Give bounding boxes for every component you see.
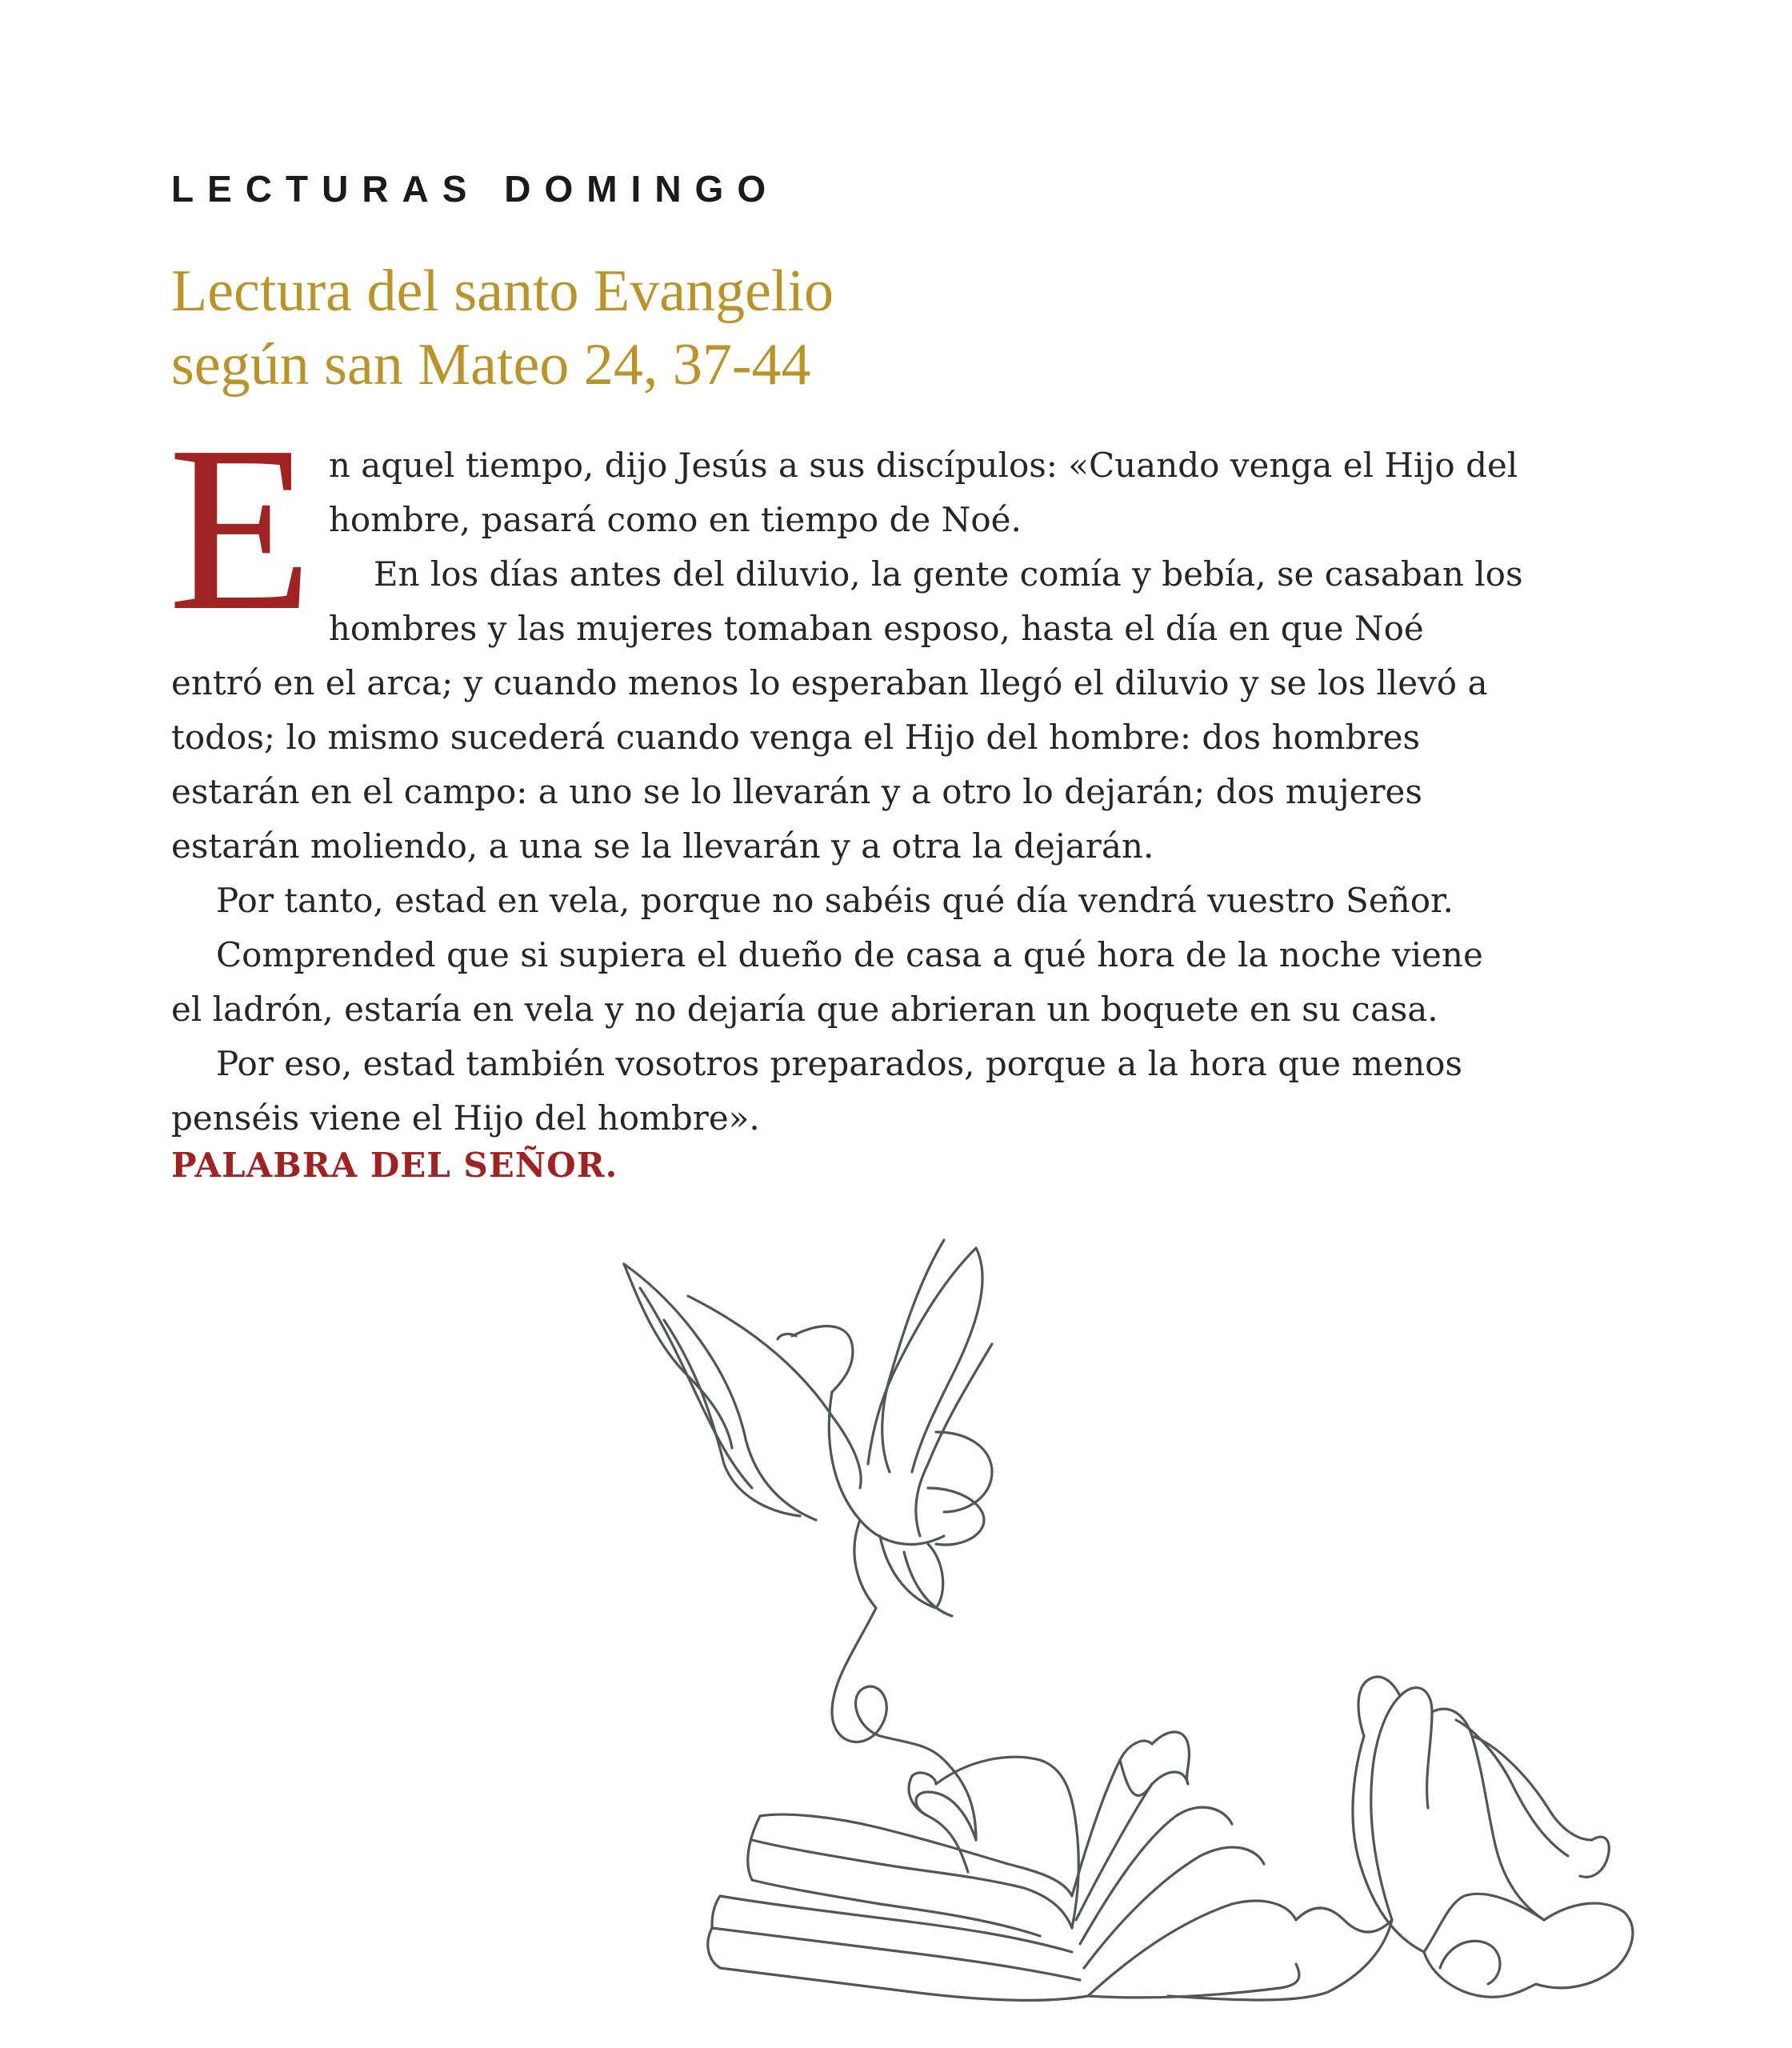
reading-paragraph-4: Comprended que si supiera el dueño de casa a qué hora de la noche viene el ladrón, estaría en vela y no dejaría que abrieran un boquete en su casa. xyxy=(171,935,1483,1029)
reading-paragraph-5: Por eso, estad también vosotros preparados, porque a la hora que menos penséis viene el Hijo del hombre». xyxy=(171,1044,1462,1138)
reading-paragraph-2: En los días antes del diluvio, la gente comía y bebía, se casaban los hombres y las mujeres tomaban esposo, hasta el día en que Noé entró en el arca; y cuando menos lo esperaban llegó el diluvio y se los llevó a todos; lo mismo sucederá cuando venga el Hijo del hombre: dos hombres estarán en el campo: a uno se lo llevarán y a otro lo dejarán; dos mujeres estarán moliendo, a una se la llevarán y a otra la dejarán. xyxy=(171,554,1523,866)
reading-title xyxy=(171,254,1371,402)
drop-cap: E xyxy=(168,398,313,660)
closing-acclamation: PALABRA DEL SEÑOR. xyxy=(171,1146,618,1185)
reading-paragraph-1: n aquel tiempo, dijo Jesús a sus discípulos: «Cuando venga el Hijo del hombre, pasará como en tiempo de Noé. xyxy=(328,446,1518,539)
praying-hands-icon xyxy=(1168,1677,1633,2000)
reading-paragraph-3: Por tanto, estad en vela, porque no sabéis qué día vendrá vuestro Señor. xyxy=(216,881,1454,920)
line-art-illustration xyxy=(592,1232,1648,2016)
dove-icon xyxy=(624,1240,992,1840)
reading-title-line-2: según san Mateo 24, 37-44 xyxy=(171,332,811,398)
open-book-icon xyxy=(708,1732,1299,2000)
section-label: LECTURAS DOMINGO xyxy=(171,168,780,210)
gospel-reading xyxy=(168,398,1523,1146)
reading-title-line-1: Lectura del santo Evangelio xyxy=(171,258,834,324)
